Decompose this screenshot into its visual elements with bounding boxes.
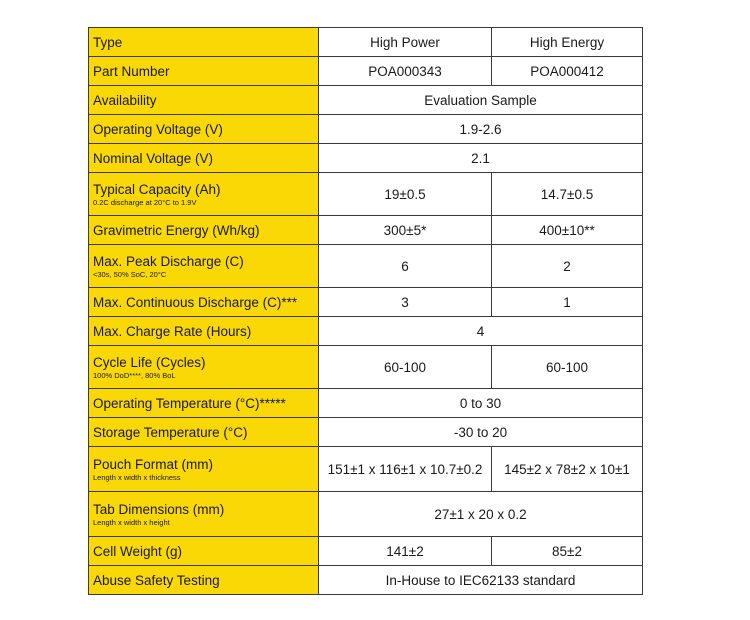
label-cycle-life-sub: 100% DoD****, 80% BoL (93, 370, 176, 380)
label-cycle-life-main: Cycle Life (Cycles) (93, 354, 206, 370)
value-abuse-safety-testing: In-House to IEC62133 standard (319, 566, 643, 595)
label-part-number: Part Number (89, 57, 319, 86)
label-gravimetric-energy: Gravimetric Energy (Wh/kg) (89, 216, 319, 245)
value-max-continuous-discharge-high-power: 3 (319, 288, 492, 317)
value-max-continuous-discharge-high-energy: 1 (492, 288, 643, 317)
value-gravimetric-energy-high-power: 300±5* (319, 216, 492, 245)
label-operating-temperature: Operating Temperature (°C)***** (89, 389, 319, 418)
value-max-peak-discharge-high-power: 6 (319, 245, 492, 288)
row-part-number (89, 57, 643, 86)
label-max-peak-discharge-main: Max. Peak Discharge (C) (93, 253, 244, 269)
label-max-charge-rate: Max. Charge Rate (Hours) (89, 317, 319, 346)
value-part-number-high-power: POA000343 (319, 57, 492, 86)
row-gravimetric-energy (89, 216, 643, 245)
label-tab-dimensions (89, 492, 319, 537)
label-typical-capacity-main: Typical Capacity (Ah) (93, 181, 221, 197)
value-cycle-life-high-energy: 60-100 (492, 346, 643, 389)
row-cell-weight (89, 537, 643, 566)
row-operating-temperature (89, 389, 643, 418)
value-availability: Evaluation Sample (319, 86, 643, 115)
value-storage-temperature: -30 to 20 (319, 418, 643, 447)
row-type (89, 28, 643, 57)
label-type: Type (89, 28, 319, 57)
value-part-number-high-energy: POA000412 (492, 57, 643, 86)
value-max-charge-rate: 4 (319, 317, 643, 346)
battery-spec-table (88, 27, 643, 595)
value-pouch-format-high-energy: 145±2 x 78±2 x 10±1 (492, 447, 643, 492)
value-cell-weight-high-power: 141±2 (319, 537, 492, 566)
value-operating-temperature: 0 to 30 (319, 389, 643, 418)
label-max-peak-discharge-sub: <30s, 50% SoC, 20°C (93, 269, 167, 279)
value-tab-dimensions: 27±1 x 20 x 0.2 (319, 492, 643, 537)
label-pouch-format-sub: Length x width x thickness (93, 472, 181, 482)
row-abuse-safety-testing (89, 566, 643, 595)
label-tab-dimensions-sub: Length x width x height (93, 517, 170, 527)
label-cell-weight: Cell Weight (g) (89, 537, 319, 566)
row-cycle-life (89, 346, 643, 389)
value-cell-weight-high-energy: 85±2 (492, 537, 643, 566)
label-pouch-format (89, 447, 319, 492)
row-max-peak-discharge (89, 245, 643, 288)
label-availability: Availability (89, 86, 319, 115)
label-cycle-life (89, 346, 319, 389)
row-max-continuous-discharge (89, 288, 643, 317)
label-storage-temperature: Storage Temperature (°C) (89, 418, 319, 447)
value-type-high-power: High Power (319, 28, 492, 57)
label-operating-voltage: Operating Voltage (V) (89, 115, 319, 144)
row-typical-capacity (89, 173, 643, 216)
value-typical-capacity-high-energy: 14.7±0.5 (492, 173, 643, 216)
label-max-peak-discharge (89, 245, 319, 288)
row-max-charge-rate (89, 317, 643, 346)
value-nominal-voltage: 2.1 (319, 144, 643, 173)
label-tab-dimensions-main: Tab Dimensions (mm) (93, 501, 225, 517)
row-tab-dimensions (89, 492, 643, 537)
value-typical-capacity-high-power: 19±0.5 (319, 173, 492, 216)
value-gravimetric-energy-high-energy: 400±10** (492, 216, 643, 245)
value-max-peak-discharge-high-energy: 2 (492, 245, 643, 288)
row-operating-voltage (89, 115, 643, 144)
row-availability (89, 86, 643, 115)
label-nominal-voltage: Nominal Voltage (V) (89, 144, 319, 173)
row-storage-temperature (89, 418, 643, 447)
value-pouch-format-high-power: 151±1 x 116±1 x 10.7±0.2 (319, 447, 492, 492)
label-abuse-safety-testing: Abuse Safety Testing (89, 566, 319, 595)
label-pouch-format-main: Pouch Format (mm) (93, 456, 214, 472)
row-nominal-voltage (89, 144, 643, 173)
label-typical-capacity (89, 173, 319, 216)
label-typical-capacity-sub: 0.2C discharge at 20°C to 1.9V (93, 197, 197, 207)
value-type-high-energy: High Energy (492, 28, 643, 57)
value-operating-voltage: 1.9-2.6 (319, 115, 643, 144)
label-max-continuous-discharge: Max. Continuous Discharge (C)*** (89, 288, 319, 317)
value-cycle-life-high-power: 60-100 (319, 346, 492, 389)
row-pouch-format (89, 447, 643, 492)
